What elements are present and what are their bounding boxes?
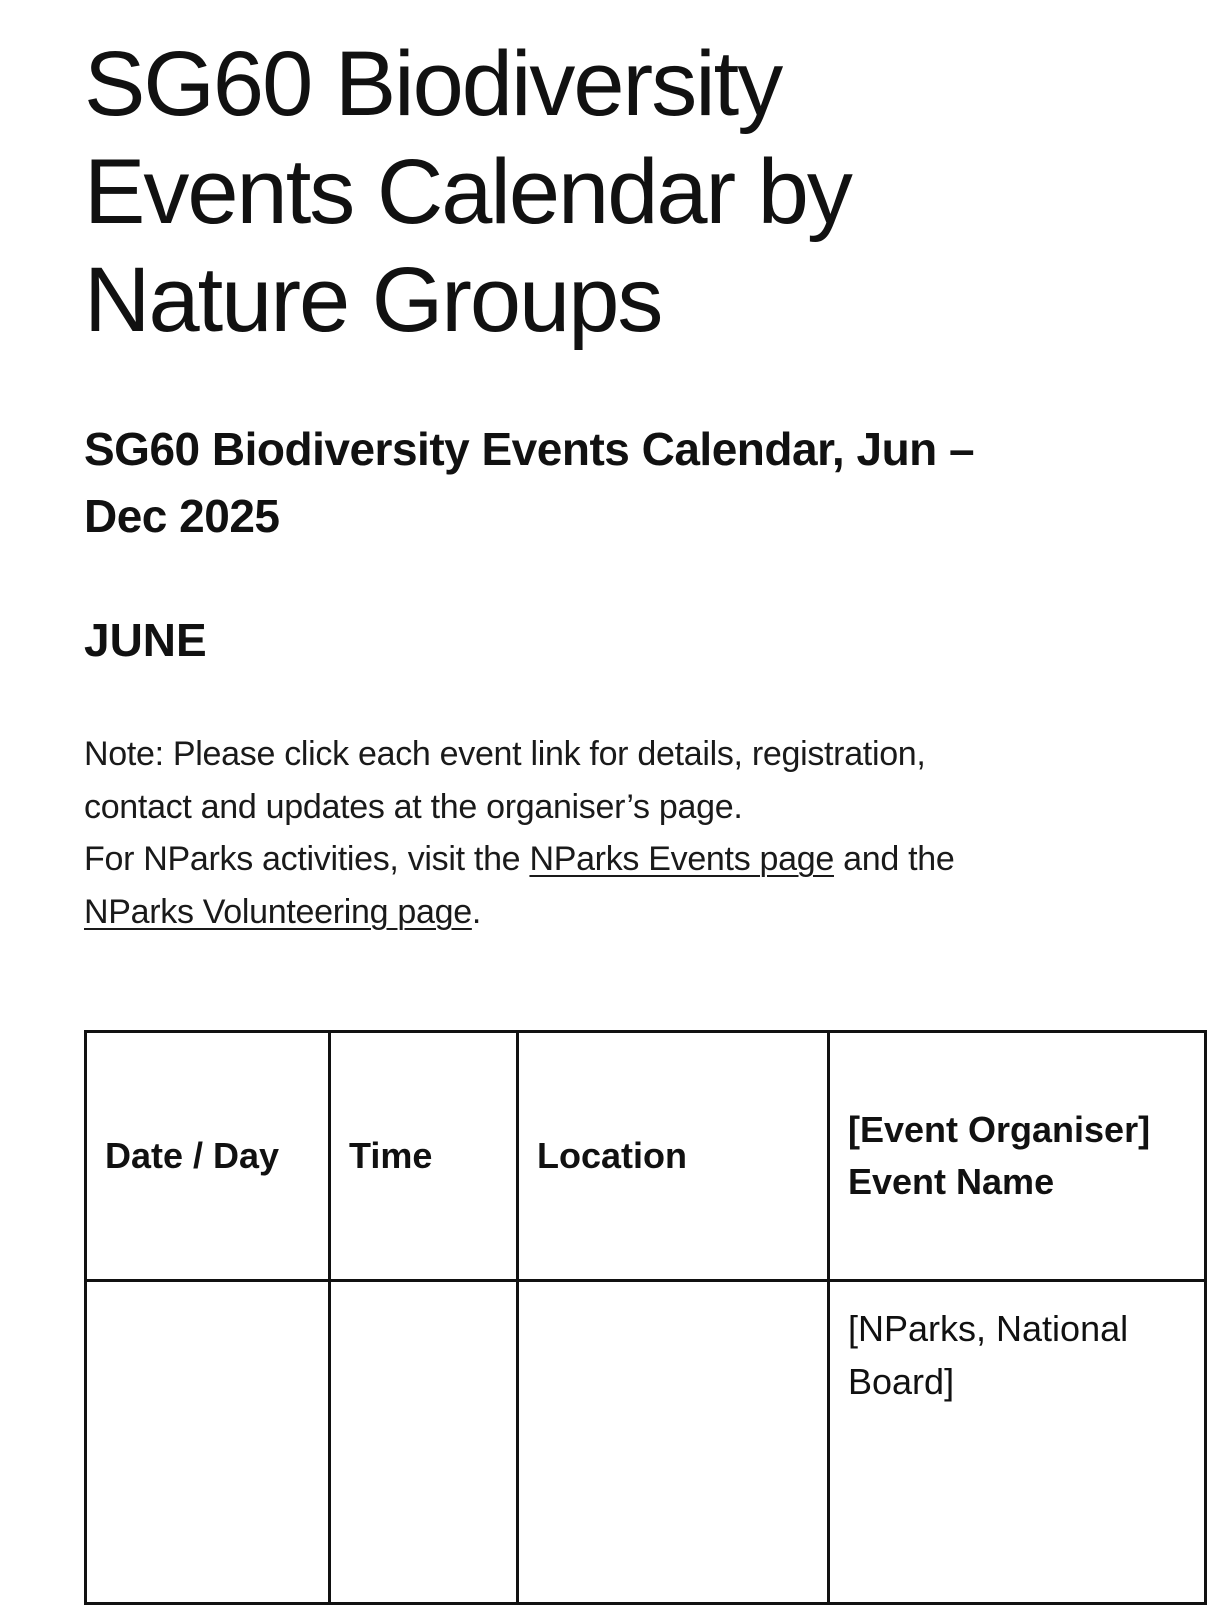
page-content <box>84 0 997 938</box>
header-event-name: [Event Organiser] Event Name <box>829 1032 1206 1281</box>
table-header-row <box>86 1032 1206 1281</box>
table-row <box>86 1281 1206 1604</box>
header-date-day: Date / Day <box>86 1032 330 1281</box>
nparks-events-link[interactable]: NParks Events page <box>529 840 834 878</box>
header-time: Time <box>330 1032 518 1281</box>
month-heading: JUNE <box>84 614 207 666</box>
cell-date <box>86 1281 330 1604</box>
header-location: Location <box>518 1032 829 1281</box>
cell-location <box>518 1281 829 1604</box>
events-table-scroll[interactable] <box>84 1030 1151 1450</box>
cell-event[interactable]: [NParks, National Board] <box>829 1281 1206 1604</box>
nparks-volunteering-link[interactable]: NParks Volunteering page <box>84 892 472 931</box>
note-text: Note: Please click each event link for details, registration, contact and updates at the organiser’s page. <box>84 735 926 826</box>
note-text-middle: and the <box>833 840 955 878</box>
cell-time <box>330 1281 518 1604</box>
note-text-suffix: . <box>471 892 481 931</box>
note-paragraph <box>84 728 997 938</box>
calendar-subtitle: SG60 Biodiversity Events Calendar, Jun – Dec 2025 <box>84 423 975 542</box>
note-text-prefix: For NParks activities, visit the <box>84 840 530 878</box>
page-title: SG60 Biodiversity Events Calendar by Nature Groups <box>84 33 851 351</box>
events-table <box>84 1030 1207 1605</box>
